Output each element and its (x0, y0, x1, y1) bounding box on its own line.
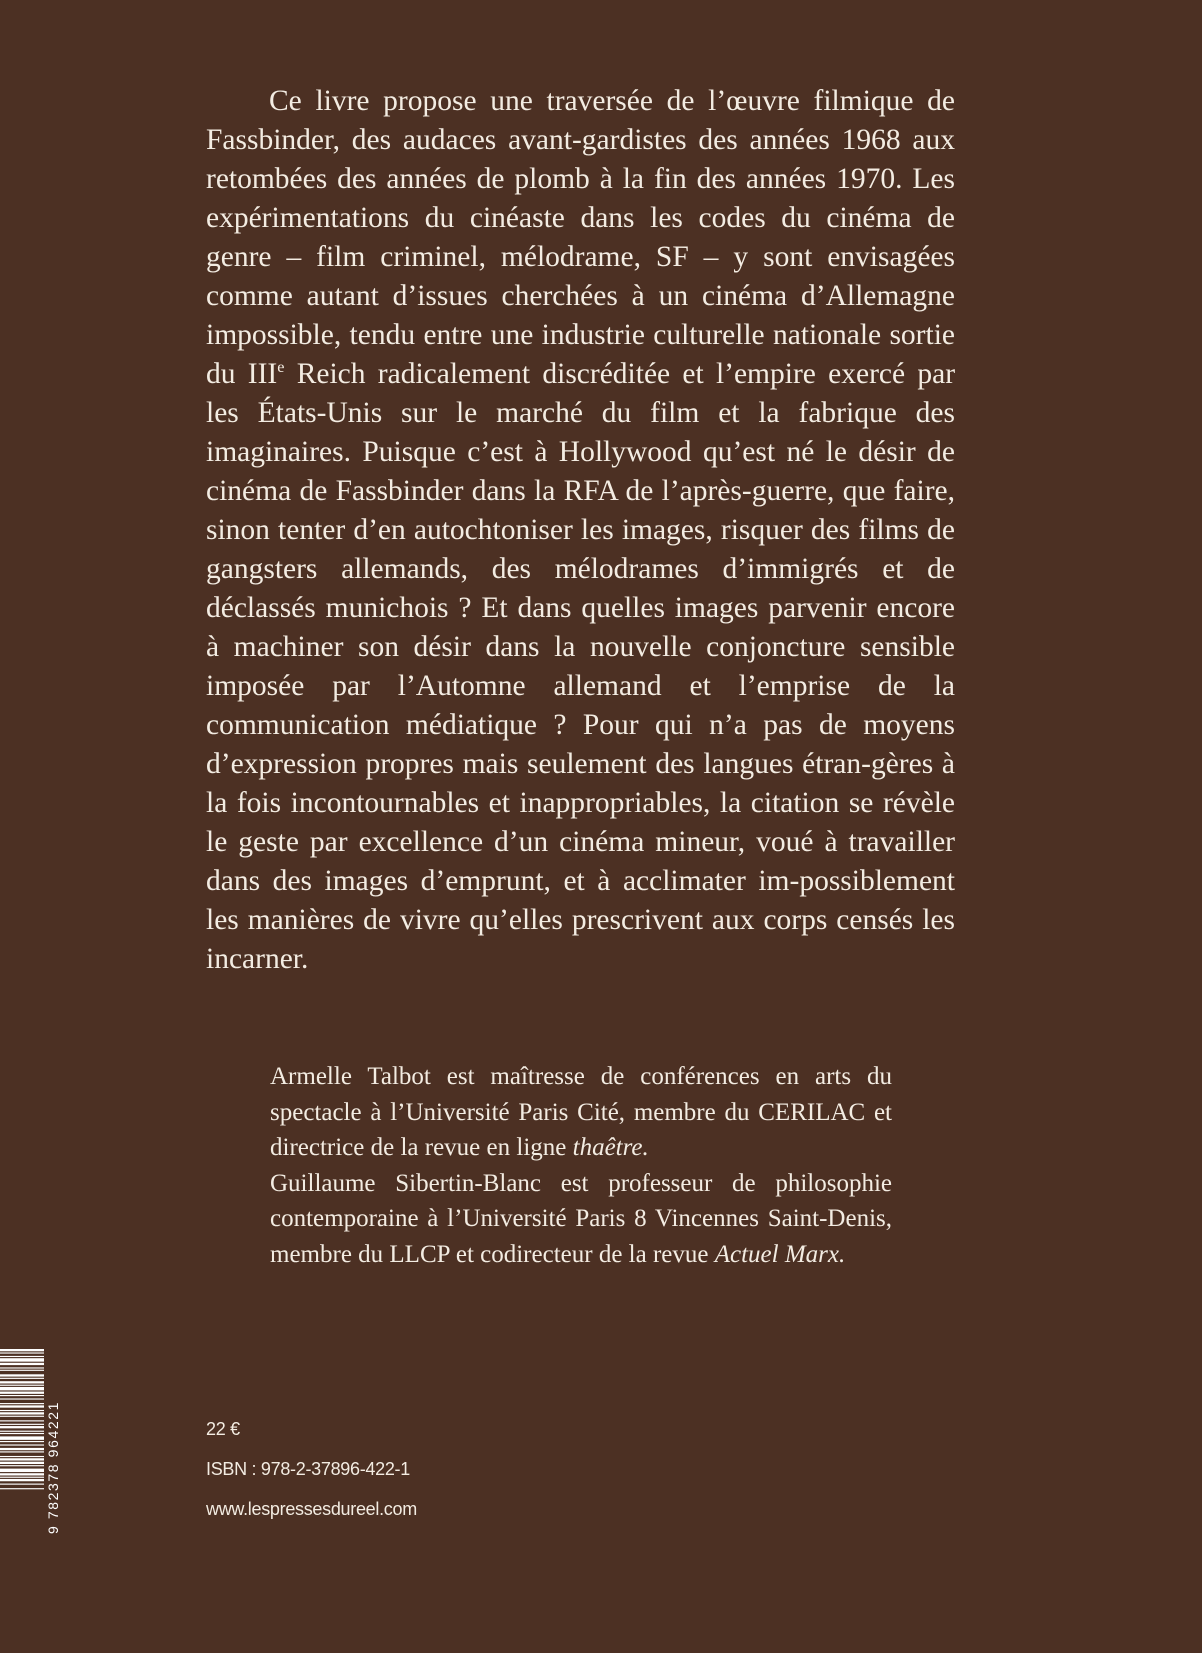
blurb-line: sortie du (206, 319, 955, 390)
barcode-bar (0, 1352, 44, 1353)
blurb-line: la communication médiatique ? Pour qui n’a pas de moyens (206, 670, 956, 741)
blurb-line: d’expression propres mais seulement des langues étran- (206, 748, 871, 780)
back-cover-blurb (206, 82, 955, 979)
blurb-line: encore à machiner son désir dans la nouvelle conjoncture (206, 592, 955, 663)
blurb-line: genre – film criminel, mélodrame, SF – y sont envisagées (206, 241, 955, 273)
bio-text: Guillaume Sibertin-Blanc est professeur de philosophie contemporaine à l’Université Paris 8 Vincennes Saint-Denis, membre du LLCP et codirecteur de la revue (270, 1169, 892, 1268)
barcode-bar (0, 1441, 44, 1442)
blurb-line: possiblement les manières de vivre qu’elles prescrivent aux (206, 865, 955, 936)
barcode-bar (0, 1381, 44, 1383)
barcode-bar (0, 1431, 44, 1432)
barcode-graphic (0, 1349, 62, 1534)
barcode-bar (0, 1405, 44, 1407)
blurb-line: gères à la fois incontournables et inappropriables, la citation (206, 748, 955, 819)
barcode-bar (0, 1484, 44, 1485)
barcode-bar (0, 1416, 44, 1417)
blurb-line: films de gangsters allemands, des mélodrames d’immigrés (206, 514, 955, 585)
journal-title: thaêtre (572, 1134, 643, 1161)
blurb-line: Fassbinder, des audaces avant-gardistes des années 1968 aux (206, 124, 955, 156)
barcode-bar (0, 1410, 44, 1411)
barcode-bar (0, 1488, 44, 1489)
barcode-bars (0, 1349, 44, 1489)
barcode-bar (0, 1424, 44, 1425)
publisher-website: www.lespressesdureel.com (206, 1499, 417, 1519)
barcode-bar (0, 1426, 44, 1428)
bio-text: Armelle Talbot est maîtresse de conférences en arts du spectacle à l’Université Paris Cité, membre du CERILAC et directrice de la revue en ligne (270, 1063, 892, 1161)
barcode-bar (0, 1436, 44, 1439)
barcode-bar (0, 1385, 44, 1386)
barcode-bar (0, 1367, 44, 1368)
barcode-bar (0, 1356, 44, 1357)
barcode-bar (0, 1433, 44, 1434)
blurb-line: sensible imposée par l’Automne allemand et l’emprise de (206, 631, 955, 702)
barcode-bar (0, 1398, 44, 1399)
blurb-line: Ce livre propose une traversée de l’œuvre filmique de (269, 85, 955, 117)
blurb-line: comme autant d’issues cherchées à un cinéma d’Allemagne (206, 280, 955, 312)
author-bio-sibertin-blanc (270, 1166, 892, 1273)
blurb-line: de cinéma de Fassbinder dans la RFA de l’après-guerre, que (206, 436, 955, 507)
roman-numeral: III (247, 358, 278, 390)
barcode-bar (0, 1451, 44, 1452)
blurb-line: exercé par les États-Unis sur le marché du film et la fabrique (206, 358, 956, 429)
barcode-bar (0, 1370, 44, 1371)
barcode-bar (0, 1349, 44, 1351)
barcode-bar (0, 1387, 44, 1390)
bio-period: . (839, 1240, 846, 1268)
barcode-bar (0, 1448, 44, 1450)
blurb-line: Reich radicalement discréditée et l’empire (296, 358, 816, 390)
barcode-bar (0, 1473, 44, 1475)
barcode-bar (0, 1358, 44, 1361)
barcode-bar (0, 1412, 44, 1414)
author-bio-talbot (270, 1059, 892, 1166)
blurb-line: impossible, tendu entre une industrie culturelle nationale (206, 319, 882, 351)
barcode-bar (0, 1465, 44, 1466)
blurb-line: à travailler dans des images d’emprunt, et à acclimater im- (206, 826, 956, 897)
blurb-line: corps censés les incarner. (206, 904, 956, 975)
barcode-bar (0, 1444, 44, 1445)
price: 22 € (206, 1419, 240, 1439)
blurb-line: faire, sinon tenter d’en autochtoniser les images, risquer des (206, 475, 955, 546)
blurb-line: se révèle le geste par excellence d’un cinéma mineur, voué (206, 787, 955, 858)
blurb-line: retombées des années de plomb à la fin des années 1970. Les (206, 163, 955, 195)
barcode-bar (0, 1479, 44, 1481)
barcode-bar (0, 1458, 44, 1460)
barcode-bar (0, 1477, 44, 1478)
bio-period: . (642, 1134, 649, 1161)
barcode-bar (0, 1403, 44, 1404)
barcode (0, 1349, 62, 1534)
barcode-bar (0, 1469, 44, 1472)
isbn: ISBN : 978-2-37896-422-1 (206, 1459, 410, 1479)
journal-title: Actuel Marx (714, 1240, 839, 1268)
barcode-bar (0, 1420, 44, 1421)
barcode-bar (0, 1363, 44, 1365)
blurb-line: des imaginaires. Puisque c’est à Hollywood qu’est né le désir (206, 397, 955, 468)
barcode-bar (0, 1456, 44, 1457)
barcode-digits: 9 782378 964221 (45, 1401, 61, 1534)
blurb-line: expérimentations du cinéaste dans les codes du cinéma de (206, 202, 955, 234)
barcode-bar (0, 1374, 44, 1376)
barcode-bar (0, 1395, 44, 1396)
blurb-line: et de déclassés munichois ? Et dans quelles images parvenir (206, 553, 955, 624)
barcode-bar (0, 1378, 44, 1379)
barcode-bar (0, 1392, 44, 1394)
ordinal-superscript: e (277, 358, 285, 377)
barcode-bar (0, 1462, 44, 1464)
author-bios (270, 1059, 892, 1272)
